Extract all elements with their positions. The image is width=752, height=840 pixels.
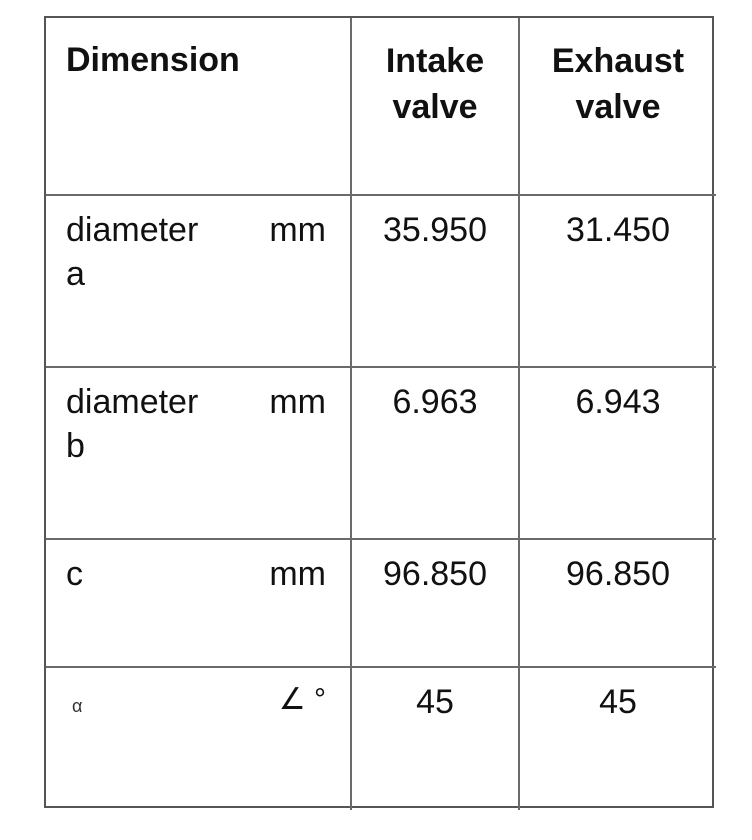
row-diameter-b-name-line1: diameter: [66, 383, 199, 421]
header-exhaust-label-line1: Exhaust: [551, 42, 685, 80]
row-c-exhaust-value: 96.850: [520, 540, 716, 668]
row-diameter-b-intake-value: 6.963: [352, 368, 520, 540]
row-diameter-b-name: [66, 380, 226, 468]
row-alpha-dimension-cell: [46, 668, 352, 810]
row-diameter-a-name-line2: a: [66, 255, 85, 293]
row-diameter-a-exhaust-value: 31.450: [520, 196, 716, 368]
row-alpha-intake-value: 45: [352, 668, 520, 810]
header-exhaust-cell: [520, 18, 716, 196]
header-intake-label-line2: valve: [392, 88, 478, 126]
row-c-intake-value: 96.850: [352, 540, 520, 668]
row-c-unit: mm: [269, 555, 326, 593]
row-c-dimension-cell: [46, 540, 352, 668]
row-alpha-angle-unit: ∠ °: [278, 683, 326, 716]
row-diameter-a-name-line1: diameter: [66, 211, 199, 249]
header-exhaust-label-line2: valve: [575, 88, 661, 126]
row-alpha-name: α: [72, 696, 83, 716]
header-dimension-label: Dimension: [66, 41, 240, 79]
row-diameter-a-unit: mm: [269, 211, 326, 249]
row-diameter-a-name: [66, 208, 226, 296]
row-diameter-a-dimension-cell: [46, 196, 352, 368]
header-intake-label-line1: Intake: [385, 42, 485, 80]
header-dimension-cell: [46, 18, 352, 196]
row-c-name: [66, 552, 226, 596]
row-c-name-line1: c: [66, 555, 83, 593]
row-diameter-b-name-line2: b: [66, 427, 85, 465]
header-intake-cell: [352, 18, 520, 196]
valve-dimensions-table: [44, 16, 714, 808]
row-diameter-b-dimension-cell: [46, 368, 352, 540]
row-diameter-a-intake-value: 35.950: [352, 196, 520, 368]
row-diameter-b-unit: mm: [269, 383, 326, 421]
row-alpha-exhaust-value: 45: [599, 683, 637, 721]
row-diameter-b-exhaust-value: 6.943: [520, 368, 716, 540]
